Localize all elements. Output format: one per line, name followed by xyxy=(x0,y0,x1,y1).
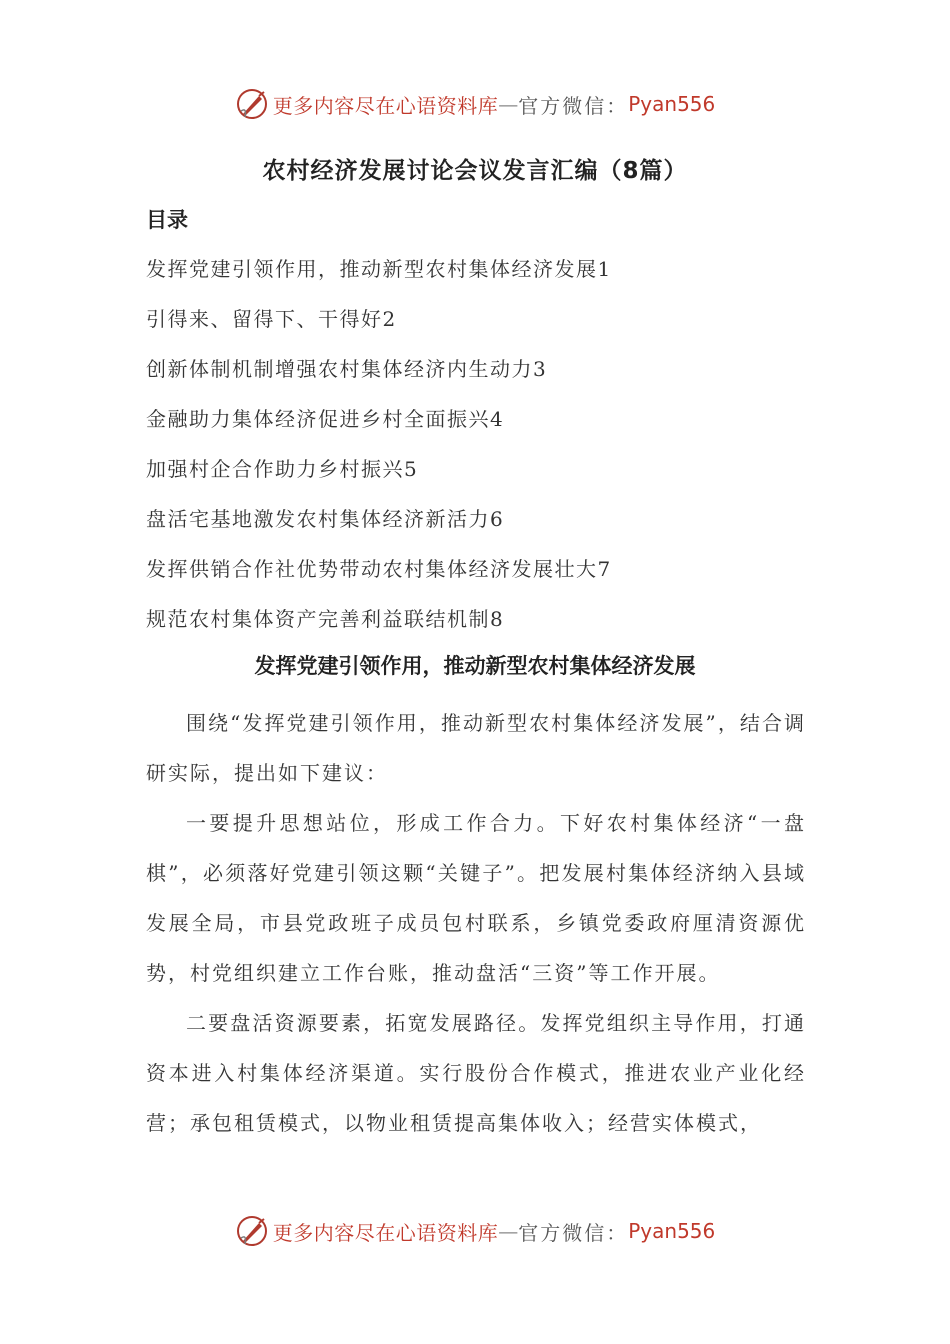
header-banner xyxy=(0,84,950,124)
footer-banner xyxy=(0,1211,950,1251)
toc-item[interactable]: 加强村企合作助力乡村振兴5 xyxy=(146,457,419,481)
quill-logo-icon xyxy=(235,87,269,121)
toc-item[interactable]: 发挥供销合作社优势带动农村集体经济发展壮大7 xyxy=(146,557,612,581)
banner-dash: — xyxy=(498,1219,519,1243)
paragraph: 一要提升思想站位，形成工作合力。下好农村集体经济“一盘棋”，必须落好党建引领这颗“关键子”。把发展村集体经济纳入县域发展全局，市县党政班子成员包村联系，乡镇党委政府厘清资源优势，村党组织建立工作台账，推动盘活“三资”等工作开展。 xyxy=(146,811,806,985)
toc-item[interactable]: 金融助力集体经济促进乡村全面振兴4 xyxy=(146,407,505,431)
banner-text: 更多内容尽在心语资料库 xyxy=(272,1220,499,1245)
quill-logo-icon xyxy=(235,1214,269,1248)
toc-item[interactable]: 规范农村集体资产完善利益联结机制8 xyxy=(146,607,505,631)
banner-text: 更多内容尽在心语资料库 xyxy=(272,93,499,118)
banner-dash: — xyxy=(498,92,519,116)
banner-wechat-label: 官方微信： xyxy=(518,93,629,118)
section-title: 发挥党建引领作用，推动新型农村集体经济发展 xyxy=(254,654,696,678)
toc-item[interactable]: 创新体制机制增强农村集体经济内生动力3 xyxy=(146,357,548,381)
banner-wechat-label: 官方微信： xyxy=(518,1220,629,1245)
table-of-contents xyxy=(146,250,806,650)
section-body xyxy=(146,698,806,1148)
toc-item[interactable]: 引得来、留得下、干得好2 xyxy=(146,307,397,331)
toc-heading: 目录 xyxy=(146,208,188,232)
paragraph: 二要盘活资源要素，拓宽发展路径。发挥党组织主导作用，打通资本进入村集体经济渠道。实行股份合作模式，推进农业产业化经营；承包租赁模式，以物业租赁提高集体收入；经营实体模式， xyxy=(146,1011,806,1135)
toc-item[interactable]: 盘活宅基地激发农村集体经济新活力6 xyxy=(146,507,505,531)
banner-wechat-id: Pyan556 xyxy=(628,1219,716,1243)
toc-item[interactable]: 发挥党建引领作用，推动新型农村集体经济发展1 xyxy=(146,257,612,281)
paragraph: 围绕“发挥党建引领作用，推动新型农村集体经济发展”，结合调研实际，提出如下建议： xyxy=(146,711,806,785)
document-title: 农村经济发展讨论会议发言汇编（8篇） xyxy=(262,158,688,184)
banner-wechat-id: Pyan556 xyxy=(628,92,716,116)
